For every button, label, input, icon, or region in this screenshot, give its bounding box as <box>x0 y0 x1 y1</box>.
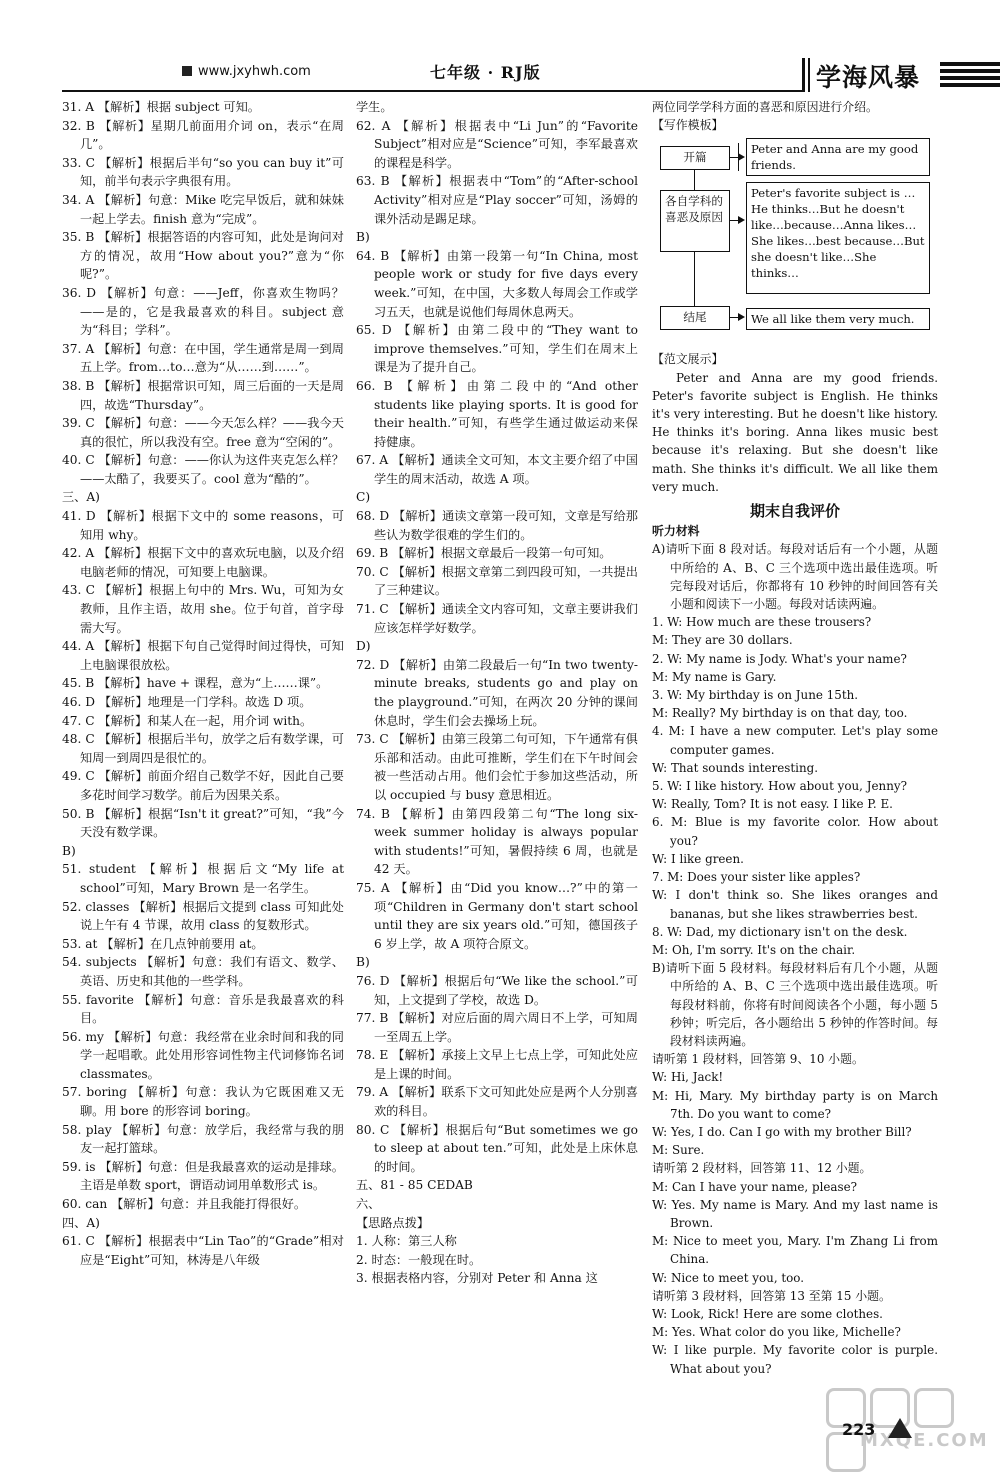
answer-line: C) <box>356 490 371 505</box>
arrow-right-icon <box>738 153 745 161</box>
answer-line: 72. D 【解析】由第二段最后一句“In two twenty-minute breaks, students go and play on the playground.”可知，在两次 20 分钟的课间休息时，学生们会去操场上玩。 <box>356 657 638 728</box>
script-line: M: Hi, Mary. My birthday party is on March 7th. Do you want to come? <box>652 1088 938 1121</box>
answer-line: 78. E 【解析】承接上文早上七点上学，可知此处应是上课的时间。 <box>356 1048 638 1081</box>
start-label: 开篇 <box>660 146 730 170</box>
script-line: 请听第 3 段材料，回答第 13 至第 15 小题。 <box>652 1288 891 1303</box>
connector <box>694 252 695 306</box>
answer-line: 37. A 【解析】句意：在中国，学生通常是周一到周五上学。from…to…意为“从……到……”。 <box>62 341 344 375</box>
listening-title: 听力材料 <box>652 524 700 539</box>
script-line: M: My name is Gary. <box>652 669 777 684</box>
answer-line: 学生。 <box>356 100 393 114</box>
answer-line: 53. at 【解析】在几点钟前要用 at。 <box>62 936 264 951</box>
answer-line: 64. B 【解析】由第一段第一句“In China, most people work or study for five days every week.”可知，在中国，大多数人每周会工作或学习五天，也就是说他们每周休息两天。 <box>356 248 638 319</box>
script-line: 5. W: I like history. How about you, Jenny? <box>652 779 907 794</box>
script-line: W: I like purple. My favorite color is purple. What about you? <box>652 1343 938 1376</box>
answer-line: 47. C 【解析】和某人在一起，用介词 with。 <box>62 713 313 728</box>
answer-line: 73. C 【解析】由第三段第二句可知，下午通常有俱乐部和活动。由此可推断，学生们在下午时间会被一些活动占用。他们会忙于参加这些活动，所以 occupied 与 busy 意思相近。 <box>356 732 638 802</box>
answer-line: 1. 人称：第三人称 <box>356 1234 457 1249</box>
answer-line: 2. 时态：一般现在时。 <box>356 1252 482 1267</box>
listening-script <box>652 540 938 1377</box>
arrow-right-icon <box>738 216 745 224</box>
answer-line: 54. subjects 【解析】句意：我们有语文、数学、英语、历史和其他的一些学科。 <box>62 955 344 988</box>
answer-line: 3. 根据表格内容，分别对 Peter 和 Anna 这 <box>356 1271 598 1286</box>
script-line: 8. W: Dad, my dictionary isn't on the desk. <box>652 924 908 939</box>
middle-label: 各自学科的喜恶及原因 <box>660 190 730 252</box>
script-line: 6. M: Blue is my favorite color. How about you? <box>652 815 938 848</box>
watermark-box-icon <box>914 1388 954 1428</box>
script-line: W: I don't think so. She likes oranges and bananas, but she likes strawberries best. <box>652 888 938 921</box>
script-line: 请听第 1 段材料，回答第 9、10 小题。 <box>652 1052 864 1067</box>
brand-logo <box>802 52 1000 98</box>
script-line: W: That sounds interesting. <box>652 760 819 775</box>
answer-line: 34. A 【解析】句意：Mike 吃完早饭后，就和妹妹一起上学去。finish 意为“完成”。 <box>62 192 344 226</box>
answer-line: 50. B 【解析】根据“Isn't it great?”可知，“我”今天没有数学课。 <box>62 806 344 840</box>
script-line: W: I like green. <box>652 851 744 866</box>
answer-line: 76. D 【解析】根据后句“We like the school.”可知，上文提到了学校，故选 D。 <box>356 973 638 1007</box>
answer-line: 48. C 【解析】根据后半句，放学之后有数学课，可知周一到周四是很忙的。 <box>62 732 344 765</box>
answer-line: 51. student 【解析】根据后文“My life at school”可知，Mary Brown 是一名学生。 <box>62 862 344 895</box>
answer-line: 71. C 【解析】通读全文内容可知，文章主要讲我们应该怎样学好数学。 <box>356 602 638 635</box>
answer-line: 60. can 【解析】句意：并且我能打得很好。 <box>62 1197 307 1212</box>
middle-text: Peter's favorite subject is …He thinks…But he doesn't like…because…Anna likes…She likes…best because…But she doesn't like…She thinks… <box>746 182 930 294</box>
answer-line: 40. C 【解析】句意：——你认为这件夹克怎么样？——太酷了，我要买了。cool 意为“酷的”。 <box>62 453 344 486</box>
answer-line: 31. A 【解析】根据 subject 可知。 <box>62 100 260 114</box>
connector <box>730 157 738 158</box>
script-line: 1. W: How much are these trousers? <box>652 615 872 630</box>
script-line: M: Nice to meet you, Mary. I'm Zhang Li from China. <box>652 1234 938 1267</box>
writing-template-diagram <box>652 138 938 340</box>
answer-line: 56. my 【解析】句意：我经常在业余时间和我的同学一起唱歌。此处用形容词性物主代词修饰名词 classmates。 <box>62 1029 344 1081</box>
brand-bars <box>802 58 810 92</box>
script-line: M: Really? My birthday is on that day, too. <box>652 706 908 721</box>
answer-column-2 <box>356 98 638 1288</box>
answer-line: 46. D 【解析】地理是一门学科。故选 D 项。 <box>62 695 312 709</box>
answer-line: 43. C 【解析】根据上句中的 Mrs. Wu，可知为女教师，且作主语，故用 she。位于句首，首字母需大写。 <box>62 583 344 635</box>
answer-line: 57. boring 【解析】句意：我认为它既困难又无聊。用 bore 的形容词 boring。 <box>62 1085 344 1119</box>
script-line: W: Look, Rick! Here are some clothes. <box>652 1306 883 1321</box>
connector <box>730 220 738 221</box>
answer-line: 68. D 【解析】通读文章第一段可知，文章是写给那些认为数学很难的学生们的。 <box>356 509 638 542</box>
answer-line: 【思路点拨】 <box>356 1215 430 1230</box>
script-line: A)请听下面 8 段对话。每段对话后有一个小题，从题中所给的 A、B、C 三个选项中选出最佳选项。听完每段对话后，你都将有 10 秒钟的时间回答有关小题和阅读下一小题。每段对话读两遍。 <box>652 542 938 612</box>
page-corner-icon <box>888 1418 912 1438</box>
answer-line: 65. D 【解析】由第二段中的“They want to improve themselves.”可知，学生们在周末上课是为了提升自己。 <box>356 323 638 375</box>
answer-line: 67. A 【解析】通读全文可知，本文主要介绍了中国学生的周末活动，故选 A 项。 <box>356 453 638 486</box>
answer-line: 74. B 【解析】由第四段第二句“The long six-week summer holiday is always popular with students!”可知，暑假持续 6 周，也就是 42 天。 <box>356 806 638 877</box>
answer-line: 五、81 - 85 CEDAB <box>356 1178 473 1193</box>
answer-line: 79. A 【解析】联系下文可知此处应是两个人分别喜欢的科目。 <box>356 1085 638 1119</box>
script-line: M: They are 30 dollars. <box>652 633 793 648</box>
answer-line: 35. B 【解析】根据答语的内容可知，此处是询问对方的情况，故用“How about you?”意为“你呢?”。 <box>62 230 344 282</box>
script-line: W: Really, Tom? It is not easy. I like P. E. <box>652 797 893 812</box>
answer-line: 70. C 【解析】根据文章第二到四段可知，一共提出了三种建议。 <box>356 564 638 598</box>
script-line: M: Sure. <box>652 1143 705 1158</box>
script-line: 请听第 2 段材料，回答第 11、12 小题。 <box>652 1161 872 1176</box>
script-line: M: Oh, I'm sorry. It's on the chair. <box>652 942 856 957</box>
arrow-right-icon <box>738 313 745 321</box>
script-line: 7. M: Does your sister like apples? <box>652 870 861 885</box>
answer-line: 33. C 【解析】根据后半句“so you can buy it”可知，前半句表示字典很有用。 <box>62 155 344 189</box>
answer-line: 77. B 【解析】对应后面的周六周日不上学，可知周一至周五上学。 <box>356 1011 638 1044</box>
answer-line: 36. D 【解析】句意：——Jeff，你喜欢生物吗？——是的，它是我最喜欢的科目。subject 意为“科目；学科”。 <box>62 285 344 338</box>
col3-intro: 两位同学学科方面的喜恶和原因进行介绍。 <box>652 100 878 114</box>
script-line: M: Yes. What color do you like, Michelle? <box>652 1325 901 1340</box>
answer-line: 80. C 【解析】根据后句“But sometimes we go to sleep at about ten.”可知，此处是上床休息的时间。 <box>356 1122 638 1174</box>
answer-line: 59. is 【解析】句意：但是我最喜欢的运动是排球。主语是单数 sport，谓语动词用单数形式 is。 <box>62 1159 344 1193</box>
end-text: We all like them very much. <box>746 308 930 330</box>
script-line: B)请听下面 5 段材料。每段材料后有几个小题，从题中所给的 A、B、C 三个选项中选出最佳选项。听每段材料前，你将有时间阅读各个小题，每小题 5 秒钟；听完后，各小题给出 5 秒钟的作答时间。每段材料读两遍。 <box>652 961 938 1048</box>
brand-stripes <box>940 62 1000 90</box>
answer-line: 三、A) <box>62 490 100 505</box>
answer-line: D) <box>356 639 371 654</box>
sample-title: 【范文展示】 <box>652 352 724 367</box>
answer-line: 61. C 【解析】根据表中“Lin Tao”的“Grade”相对应是“Eight”可知，林涛是八年级 <box>62 1234 344 1267</box>
answer-line: 38. B 【解析】根据常识可知，周三后面的一天是周四，故选“Thursday”。 <box>62 378 344 412</box>
end-label: 结尾 <box>660 306 730 330</box>
watermark-url: MXQE.COM <box>860 1430 989 1451</box>
script-line: 3. W: My birthday is on June 15th. <box>652 688 859 703</box>
answer-line: 六、 <box>356 1197 381 1212</box>
script-line: 2. W: My name is Jody. What's your name? <box>652 651 907 666</box>
answer-line: 42. A 【解析】根据下文中的喜欢玩电脑，以及介绍电脑老师的情况，可知要上电脑课。 <box>62 546 344 579</box>
brand-name: 学海风暴 <box>816 63 921 92</box>
script-line: W: Nice to meet you, too. <box>652 1270 805 1285</box>
bullet-icon <box>182 66 192 76</box>
answer-line: 62. A 【解析】根据表中“Li Jun”的“Favorite Subject”相对应是“Science”可知，李军最喜欢的课程是科学。 <box>356 118 638 170</box>
grade-label: 七年级 · RJ版 <box>430 63 541 82</box>
answer-column-1 <box>62 98 344 1269</box>
answer-line: 四、A) <box>62 1215 100 1230</box>
answer-line: 45. B 【解析】have + 课程，意为“上……课”。 <box>62 676 329 691</box>
sample-essay: Peter and Anna are my good friends. Peter's favorite subject is English. He thinks it's very interesting. But he doesn't like history. He thinks it's boring. Anna likes music best because it's relaxing. But she doesn't like math. She thinks it's difficult. We all like them very much. <box>652 370 938 494</box>
page-header <box>0 56 1000 96</box>
section-title: 期末自我评价 <box>749 502 840 521</box>
answer-line: 66. B 【解析】由第二段中的“And other students like playing sports. It is good for their health.”可知，有些学生通过做运动来保持健康。 <box>356 378 638 449</box>
answer-line: 63. B 【解析】根据表中“Tom”的“After-school Activity”相对应是“Play soccer”可知，汤姆的课外活动是踢足球。 <box>356 174 638 226</box>
answer-line: 58. play 【解析】句意：放学后，我经常与我的朋友一起打篮球。 <box>62 1122 344 1156</box>
answer-line: B) <box>356 230 370 245</box>
script-line: 4. M: I have a new computer. Let's play some computer games. <box>652 724 938 757</box>
connector <box>694 170 695 190</box>
answer-line: 75. A 【解析】由“Did you know…?”中的第一项“Children in Germany don't start school until they are six years old.”可知，德国孩子 6 岁上学，故 A 项符合原文。 <box>356 880 638 951</box>
answer-line: 49. C 【解析】前面介绍自己数学不好，因此自己要多花时间学习数学。前后为因果关系。 <box>62 769 344 802</box>
header-rule <box>62 90 802 92</box>
template-title: 【写作模板】 <box>652 118 724 133</box>
connector <box>730 317 738 318</box>
answer-line: 52. classes 【解析】根据后文提到 class 可知此处说上午有 4 节课，故用 class 的复数形式。 <box>62 899 344 933</box>
answer-line: 32. B 【解析】星期几前面用介词 on，表示“在周几”。 <box>62 118 344 152</box>
script-line: W: Hi, Jack! <box>652 1070 724 1085</box>
script-line: M: Can I have your name, please? <box>652 1179 858 1194</box>
answer-column-3 <box>652 98 938 1378</box>
page-number: 223 <box>842 1420 876 1439</box>
script-line: W: Yes, I do. Can I go with my brother Bill? <box>652 1124 912 1139</box>
answer-line: 69. B 【解析】根据文章最后一段第一句可知。 <box>356 546 612 561</box>
start-text: Peter and Anna are my good friends. <box>746 138 930 176</box>
answer-line: B) <box>62 843 76 858</box>
script-line: W: Yes. My name is Mary. And my last name is Brown. <box>652 1197 938 1230</box>
answer-line: B) <box>356 955 370 970</box>
answer-line: 44. A 【解析】根据下句自己觉得时间过得快，可知上电脑课很放松。 <box>62 639 344 672</box>
answer-line: 39. C 【解析】句意：——今天怎么样？——我今天真的很忙，所以我没有空。free 意为“空闲的”。 <box>62 416 344 449</box>
answer-line: 55. favorite 【解析】句意：音乐是我最喜欢的科目。 <box>62 992 344 1026</box>
answer-line: 41. D 【解析】根据下文中的 some reasons，可知用 why。 <box>62 509 344 542</box>
site-url: www.jxyhwh.com <box>182 64 311 79</box>
